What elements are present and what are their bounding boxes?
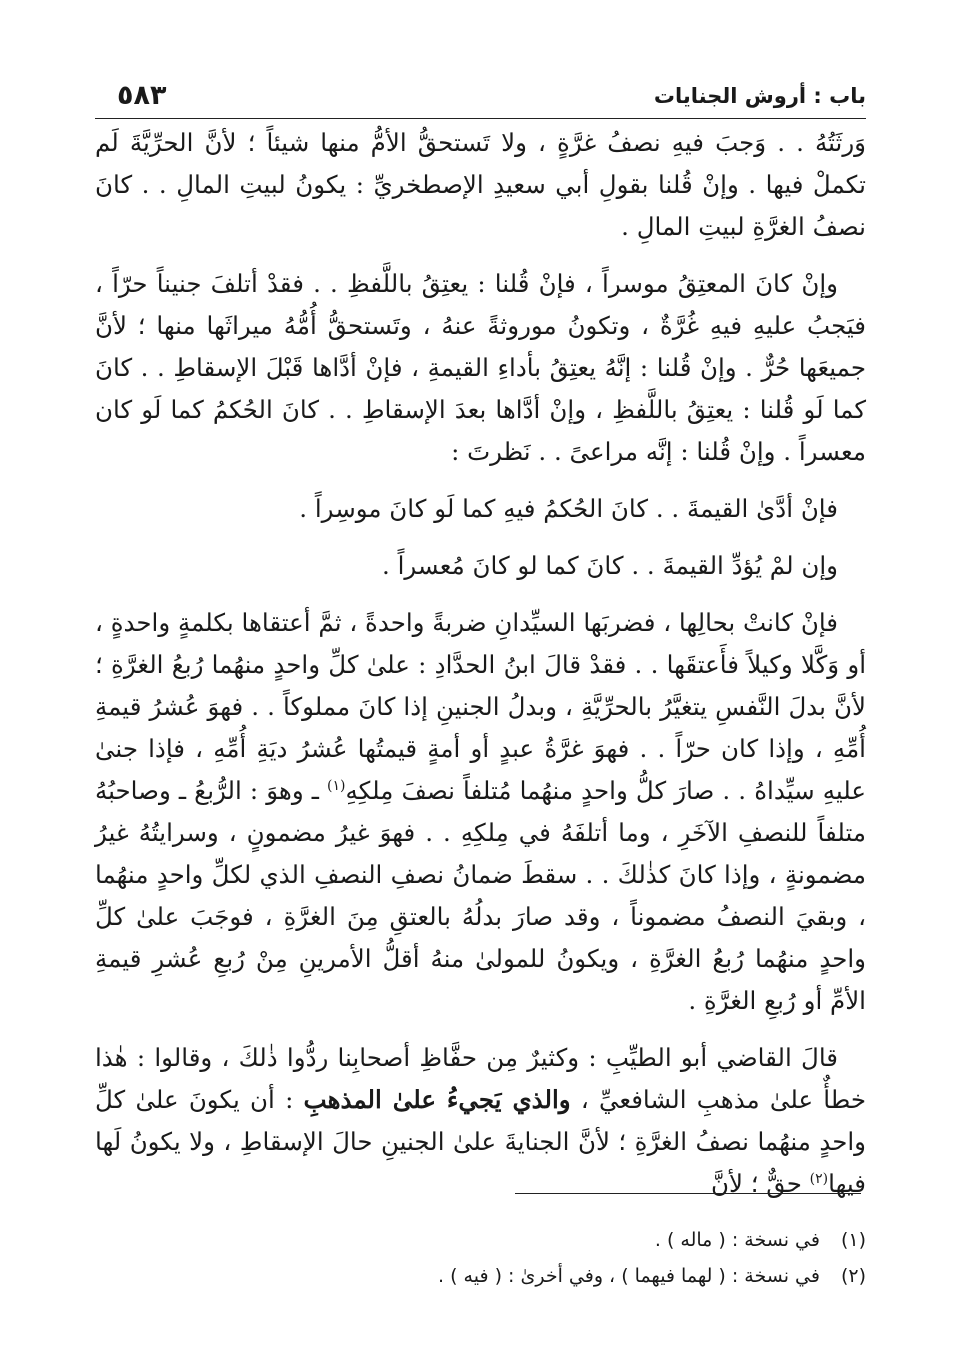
footnote-ref: (٢) <box>809 1171 829 1187</box>
paragraph-text: فإنْ كانتْ بحالِها ، فضربَها السيِّدانِ ضربةً واحدةً ، ثمَّ أعتقاها بكلمةٍ واحدةٍ ، أو وَكَّلا وكيلاً فأَعتقَها . . فقدْ قالَ ابنُ الحدَّادِ : علىٰ كلِّ واحدٍ منهُما رُبعُ الغرَّةِ ؛ لأنَّ بدلَ النَّفسِ يتغيَّرُ بالحرِّيَّةِ ، وبدلُ الجنينِ إذا كانَ مملوكاً . . فهوَ عُشرُ قيمةِ أُمِّهِ ، وإذا كان حرّاً . . فهوَ غرَّةُ عبدٍ أو أمةٍ قيمتُها عُشرُ ديَةِ أُمِّهِ ، فإذا جنىٰ عليهِ سيِّداهُ . . صارَ كلُّ واحدٍ منهُما مُتلفاً نصفَ مِلكِهِ <box>95 608 866 805</box>
footnote-rule <box>515 1193 861 1194</box>
paragraph <box>95 602 866 1022</box>
header-rule <box>95 118 866 119</box>
paragraph: وإنْ كانَ المعتِقُ موسراً ، فإنْ قُلنا : يعتِقُ باللَّفظِ . . فقدْ أتلفَ جنيناً حرّاً ، فيَجبُ عليهِ فيهِ غُرَّةٌ ، وتكونُ موروثةً عنهُ ، وتَستحقُّ أُمُّهُ ميراثَها منها ؛ لأنَّ جميعَها حُرٌّ . وإنْ قُلنا : إنَّهُ يعتِقُ بأداءِ القيمةِ ، فإنْ أدَّاها قَبْلَ الإسقاطِ . . كانَ كما لَو قُلنا : يعتِقُ باللَّفظِ ، وإنْ أدَّاها بعدَ الإسقاطِ . . كانَ الحُكمُ كما لَو كان معسراً . وإنْ قُلنا : إنَّه مراعىً . . نَظرتَ : <box>95 269 866 466</box>
running-header <box>95 78 866 114</box>
footnote-mark: (٢) <box>840 1265 866 1287</box>
paragraph-text: قالَ القاضي أبو الطيِّبِ : وكثيرٌ مِن حفَّاظِ أصحابِنا ردُّوا ذٰلكَ ، وقالوا : هٰذا خطأٌ علىٰ مذهبِ الشافعيِّ ، <box>95 1043 866 1114</box>
footnote-text: في نسخة : ( لهما فيهما ) ، وفي أخرىٰ : ( فيه ) . <box>438 1265 820 1287</box>
paragraph: فإنْ أدَّىٰ القيمةَ . . كانَ الحُكمُ فيهِ كما لَو كانَ موسِراً . <box>299 494 838 523</box>
chapter-title: باب : أروش الجنايات <box>653 84 866 108</box>
paragraph-text: حقٌّ ؛ لأنَّ <box>710 1169 810 1198</box>
footnote <box>95 1258 866 1294</box>
footnote-ref: (١) <box>327 778 346 794</box>
footnote-mark: (١) <box>840 1229 866 1251</box>
paragraph: وإن لمْ يُؤدِّ القيمةَ . . كانَ كما لو كانَ مُعسراً . <box>382 551 838 580</box>
footnotes <box>95 1222 866 1294</box>
bold-phrase: والذي يَجيءُ علىٰ المذهبِ <box>303 1085 571 1114</box>
paragraph-text: ـ وهوَ : الرُّبعُ ـ وصاحبُهُ متلفاً للنصفِ الآخَرِ ، وما أتلفَهُ في مِلكِهِ . . فهوَ غيرُ مضمونٍ ، وسرايتُهُ غيرُ مضمونةٍ ، وإذا كانَ كذٰلكَ . . سقطَ ضمانُ نصفِ النصفِ الذي لكلِّ واحدٍ منهُما ، وبقيَ النصفُ مضموناً ، وقد صارَ بدلُهُ بالعتقِ مِنَ الغرَّةِ ، فوجَبَ علىٰ كلِّ واحدٍ منهُما رُبعُ الغرَّةِ ، ويكونُ للمولىٰ منهُ أقلُّ الأمرينِ مِنْ رُبعِ عُشرِ قيمةِ الأمِّ أو رُبعِ الغرَّةِ . <box>95 776 866 1015</box>
paragraph: وَرثَتُهُ . . وَجبَ فيهِ نصفُ غرَّةٍ ، ولا تَستحقُّ الأمُّ منها شيئاً ؛ لأنَّ الحرِّيَّةَ لَم تكملْ فيها . وإنْ قُلنا بقولِ أبي سعيدِ الإصطخريِّ : يكونُ لبيتِ المالِ . . كانَ نصفُ الغرَّةِ لبيتِ المالِ . <box>95 128 866 241</box>
paragraph-text: : أن يكونَ علىٰ كلِّ واحدٍ منهُما نصفُ الغرَّةِ ؛ لأنَّ الجنايةَ علىٰ الجنينِ حالَ الإسقاطِ ، ولا يكونُ لَها فيها <box>95 1085 866 1198</box>
main-text <box>95 122 866 1205</box>
paragraph <box>95 1037 866 1205</box>
footnote-text: في نسخة : ( ماله ) . <box>654 1229 820 1251</box>
footnote <box>95 1222 866 1258</box>
page-number: ٥٨٣ <box>117 80 167 111</box>
